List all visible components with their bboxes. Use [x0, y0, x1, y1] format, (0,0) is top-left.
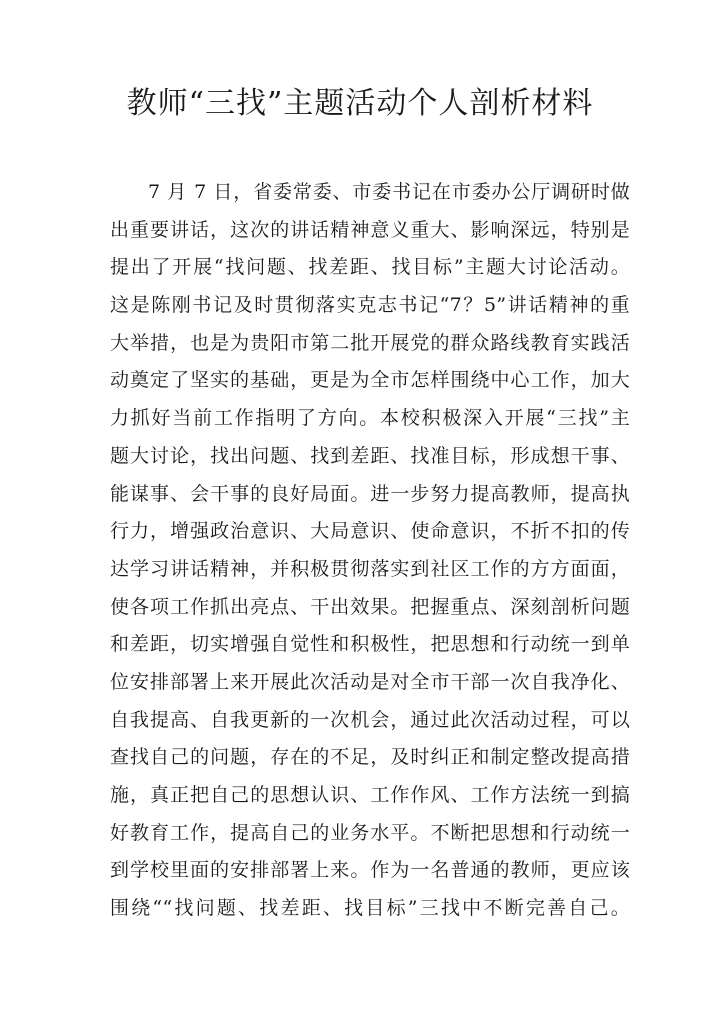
paragraph-line: 施，真正把自己的思想认识、工作作风、工作方法统一到搞: [110, 784, 630, 806]
paragraph-line: 达学习讲话精神，并积极贯彻落实到社区工作的方方面面，: [110, 557, 630, 580]
paragraph-line: 好教育工作，提高自己的业务水平。不断把思想和行动统一: [110, 821, 630, 844]
paragraph-line: 围绕““找问题、找差距、找目标”三找中不断完善自己。: [110, 897, 630, 920]
paragraph-line: 动奠定了坚实的基础，更是为全市怎样围绕中心工作，加大: [110, 369, 630, 392]
paragraph-line: 7 月 7 日，省委常委、市委书记在市委办公厅调研时做: [148, 181, 630, 203]
paragraph-line: 题大讨论，找出问题、找到差距、找准目标，形成想干事、: [110, 444, 630, 467]
paragraph-line: 力抓好当前工作指明了方向。本校积极深入开展“三找”主: [110, 407, 630, 430]
document-title: 教师“三找”主题活动个人剖析材料: [126, 86, 594, 121]
paragraph-line: 行力，增强政治意识、大局意识、使命意识，不折不扣的传: [110, 520, 630, 543]
paragraph-line: 查找自己的问题，存在的不足，及时纠正和制定整改提高措: [110, 746, 630, 769]
paragraph-line: 出重要讲话，这次的讲话精神意义重大、影响深远，特别是: [110, 218, 630, 241]
paragraph-line: 和差距，切实增强自觉性和积极性，把思想和行动统一到单: [110, 633, 630, 656]
paragraph-line: 这是陈刚书记及时贯彻落实克志书记“7？5”讲话精神的重: [110, 294, 630, 317]
paragraph-line: 能谋事、会干事的良好局面。进一步努力提高教师，提高执: [110, 482, 630, 505]
paragraph-line: 提出了开展“找问题、找差距、找目标”主题大讨论活动。: [110, 256, 630, 279]
paragraph-line: 到学校里面的安排部署上来。作为一名普通的教师，更应该: [110, 859, 630, 882]
paragraph-line: 位安排部署上来开展此次活动是对全市干部一次自我净化、: [110, 670, 630, 693]
paragraph-line: 使各项工作抓出亮点、干出效果。把握重点、深刻剖析问题: [110, 595, 630, 618]
paragraph-line: 大举措，也是为贵阳市第二批开展党的群众路线教育实践活: [110, 331, 630, 354]
paragraph-line: 自我提高、自我更新的一次机会，通过此次活动过程，可以: [110, 708, 630, 731]
body-paragraph: [110, 174, 630, 928]
